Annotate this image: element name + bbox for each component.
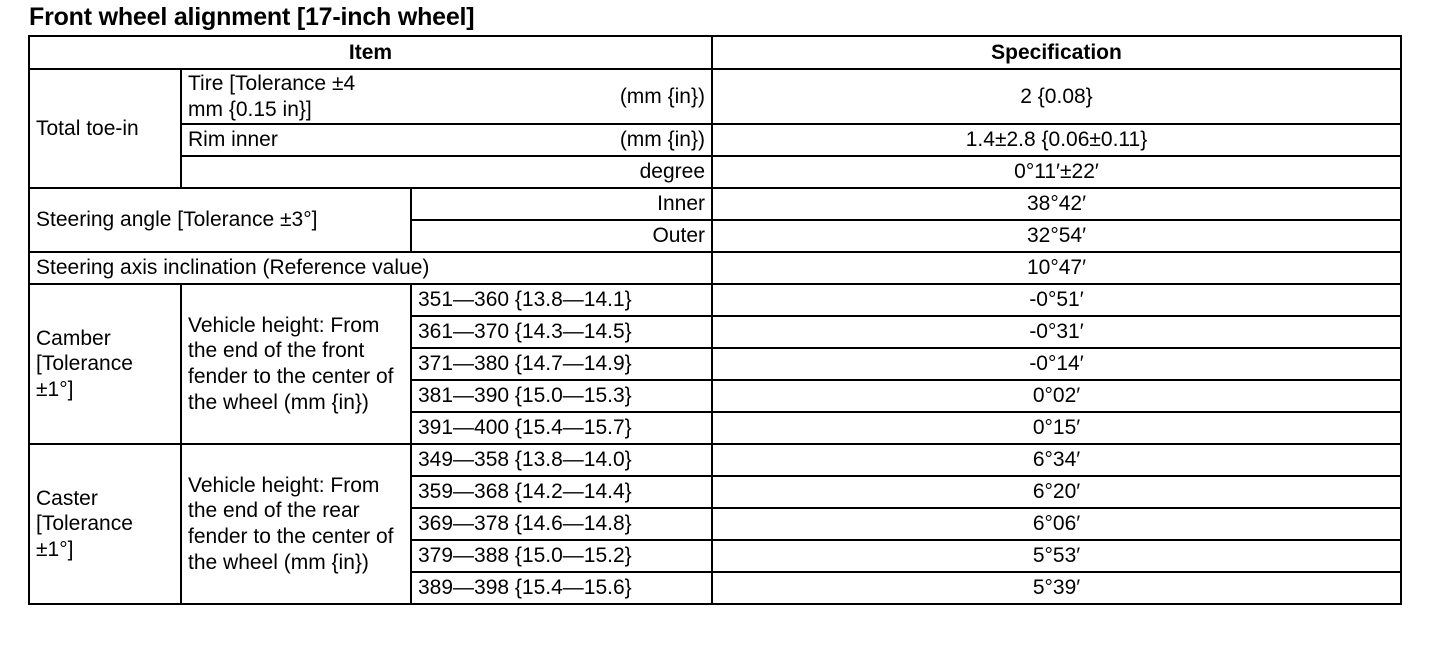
toe-in-tire-unit: (mm {in}) [619,84,705,108]
steering-angle-label: Steering angle [Tolerance ±3°] [29,188,411,252]
camber-condition: Vehicle height: From the end of the front fender to the center of the wheel (mm {in}) [181,284,411,444]
caster-label: Caster [Tolerance ±1°] [29,444,181,604]
toe-in-degree-value: 0°11′±22′ [712,156,1401,188]
page-title: Front wheel alignment [17-inch wheel] [29,3,475,31]
header-item: Item [29,36,712,69]
camber-value: -0°31′ [712,316,1401,348]
steering-angle-inner-value: 38°42′ [712,188,1401,220]
camber-range: 391—400 {15.4—15.7} [411,412,712,444]
camber-row [29,284,1401,316]
toe-in-tire-row [29,69,1401,124]
toe-in-rim-cell [181,124,712,156]
steering-axis-label: Steering axis inclination (Reference value) [29,252,712,284]
caster-range: 389—398 {15.4—15.6} [411,572,712,604]
caster-range: 349—358 {13.8—14.0} [411,444,712,476]
caster-value: 5°39′ [712,572,1401,604]
caster-value: 6°06′ [712,508,1401,540]
steering-angle-inner-row [29,188,1401,220]
camber-value: 0°15′ [712,412,1401,444]
caster-range: 379—388 {15.0—15.2} [411,540,712,572]
caster-condition: Vehicle height: From the end of the rear fender to the center of the wheel (mm {in}) [181,444,411,604]
header-row [29,36,1401,69]
caster-range: 369—378 {14.6—14.8} [411,508,712,540]
toe-in-label: Total toe-in [29,69,181,188]
steering-axis-row [29,252,1401,284]
steering-angle-outer-label: Outer [411,220,712,252]
toe-in-degree-row [29,156,1401,188]
camber-value: 0°02′ [712,380,1401,412]
toe-in-tire-cell [181,69,712,124]
caster-value: 5°53′ [712,540,1401,572]
caster-value: 6°20′ [712,476,1401,508]
caster-value: 6°34′ [712,444,1401,476]
alignment-spec-table [28,35,1402,605]
toe-in-degree-unit: degree [181,156,712,188]
toe-in-tire-value: 2 {0.08} [712,69,1401,124]
steering-angle-inner-label: Inner [411,188,712,220]
toe-in-rim-unit: (mm {in}) [619,128,705,152]
header-specification: Specification [712,36,1401,69]
camber-range: 381—390 {15.0—15.3} [411,380,712,412]
toe-in-rim-value: 1.4±2.8 {0.06±0.11} [712,124,1401,156]
toe-in-rim-label: Rim inner [188,128,278,152]
toe-in-rim-row [29,124,1401,156]
camber-label: Camber [Tolerance ±1°] [29,284,181,444]
caster-row [29,444,1401,476]
camber-range: 371—380 {14.7—14.9} [411,348,712,380]
steering-axis-value: 10°47′ [712,252,1401,284]
camber-range: 361—370 {14.3—14.5} [411,316,712,348]
steering-angle-outer-value: 32°54′ [712,220,1401,252]
camber-value: -0°14′ [712,348,1401,380]
toe-in-tire-label: Tire [Tolerance ±4 mm {0.15 in}] [188,71,356,121]
caster-range: 359—368 {14.2—14.4} [411,476,712,508]
camber-value: -0°51′ [712,284,1401,316]
camber-range: 351—360 {13.8—14.1} [411,284,712,316]
